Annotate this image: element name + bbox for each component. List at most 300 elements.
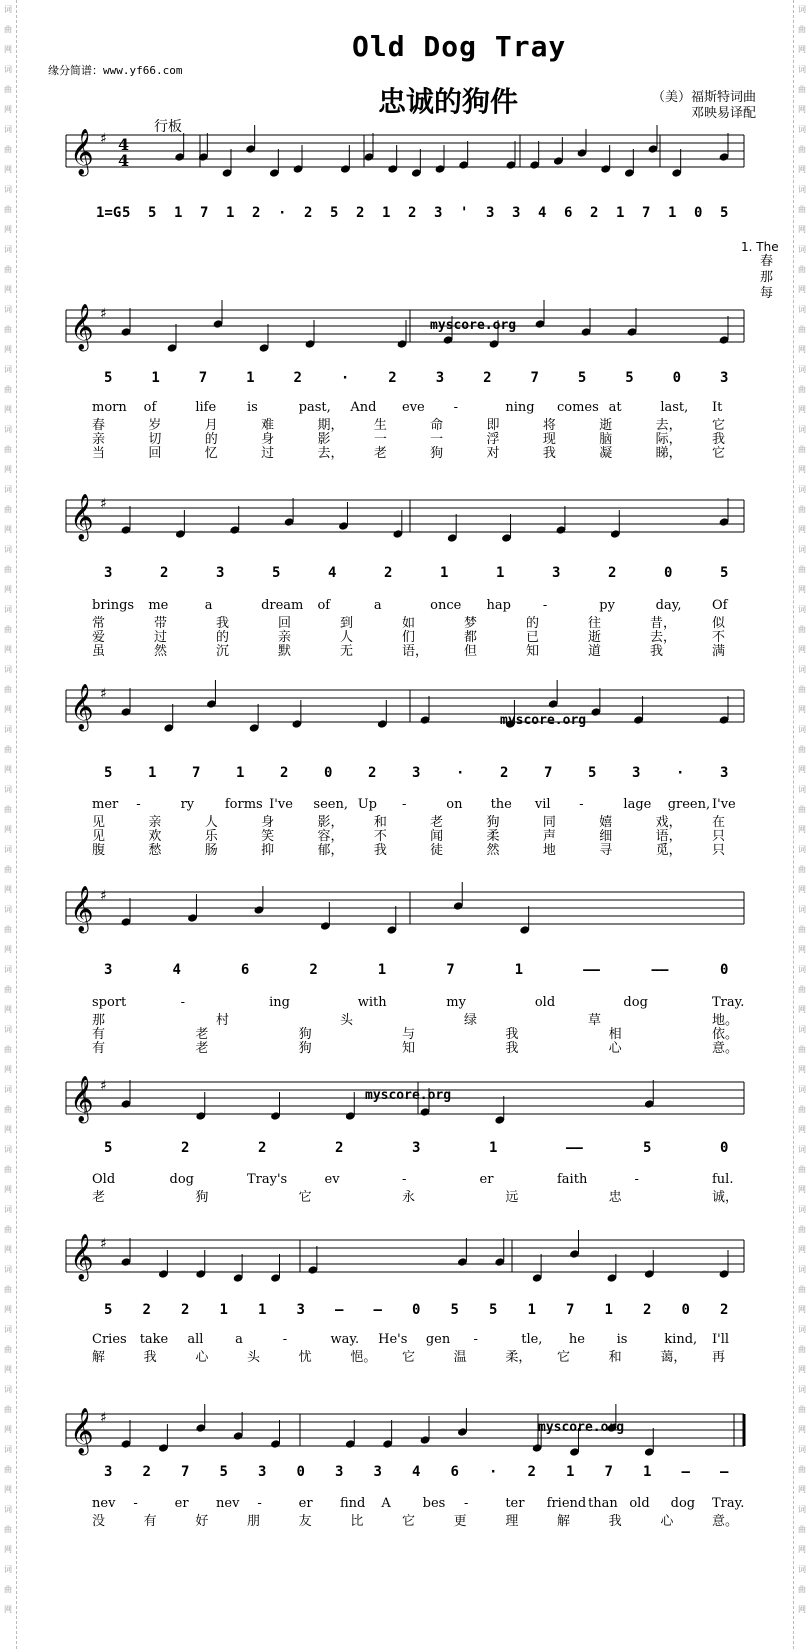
- margin-watermark-char: 网: [798, 1305, 806, 1314]
- lyric-word: ful.: [712, 1172, 734, 1187]
- jianpu-note: 2: [388, 370, 397, 386]
- margin-watermark-char: 词: [4, 5, 12, 14]
- margin-watermark-char: 曲: [798, 865, 806, 874]
- margin-watermark-char: 曲: [4, 85, 12, 94]
- margin-watermark-char: 曲: [4, 925, 12, 934]
- margin-watermark-char: 网: [798, 45, 806, 54]
- jianpu-note: 1: [382, 205, 391, 221]
- margin-watermark-char: 曲: [798, 445, 806, 454]
- lyric-word: -: [402, 1172, 407, 1187]
- lyric-word: forms: [224, 797, 263, 812]
- lyric-word: 柔: [486, 829, 500, 844]
- lyric-word: 影，: [317, 815, 344, 830]
- sharp-icon: ♯: [100, 131, 107, 147]
- margin-watermark-char: 曲: [4, 865, 12, 874]
- lyric-word: 去，: [317, 446, 344, 461]
- lyric-word: 狗: [298, 1027, 312, 1042]
- lyric-word: 远: [505, 1190, 519, 1205]
- margin-watermark-char: 词: [798, 545, 806, 554]
- treble-clef-icon: 𝄞: [70, 684, 94, 730]
- lyric-word: 它: [402, 1350, 416, 1365]
- lyric-word: 笑: [261, 829, 275, 844]
- margin-watermark-char: 词: [798, 905, 806, 914]
- lyric-word: 亲: [278, 630, 292, 645]
- lyric-word: 老: [430, 815, 444, 830]
- margin-watermark-char: 词: [798, 785, 806, 794]
- lyric-word: dream: [261, 598, 304, 613]
- margin-watermark-char: 词: [798, 485, 806, 494]
- lyric-word: 朋: [247, 1514, 261, 1529]
- jianpu-row: [0, 370, 810, 390]
- margin-watermark-char: 网: [798, 1185, 806, 1194]
- lyric-word: 对: [486, 446, 500, 461]
- sharp-icon: ♯: [100, 496, 107, 512]
- lyric-word: -: [542, 598, 548, 613]
- margin-watermark-char: 曲: [4, 985, 12, 994]
- margin-watermark-char: 网: [4, 465, 12, 474]
- jianpu-note: 5: [450, 1302, 459, 1318]
- lyric-word: 我: [712, 432, 726, 447]
- margin-watermark-char: 词: [798, 665, 806, 674]
- treble-clef-icon: 𝄞: [70, 494, 94, 540]
- verse-label: 1. The: [741, 240, 779, 254]
- margin-watermark-char: 词: [798, 1325, 806, 1334]
- lyric-word: 已: [526, 630, 540, 645]
- margin-watermark-char: 曲: [4, 505, 12, 514]
- lyric-word: Of: [712, 598, 728, 613]
- lyric-word: Tray.: [712, 995, 745, 1010]
- lyric-word: 然: [486, 843, 500, 858]
- jianpu-note: 2: [181, 1140, 190, 1156]
- jianpu-note: 4: [538, 205, 547, 221]
- margin-watermark-char: 词: [798, 1085, 806, 1094]
- lyric-word: 肠: [204, 843, 218, 858]
- lyric-word: a: [235, 1332, 243, 1347]
- lyric-word: 知: [526, 644, 540, 659]
- lyric-word: I've: [712, 797, 736, 812]
- lyric-word: 细: [599, 829, 613, 844]
- jianpu-note: 7: [544, 765, 553, 781]
- jianpu-note: 1: [514, 962, 524, 978]
- margin-watermark-char: 词: [798, 1025, 806, 1034]
- jianpu-note: 2: [500, 765, 509, 781]
- lyric-word: 梦: [464, 616, 478, 631]
- lyric-word: comes: [557, 400, 599, 415]
- jianpu-note: 1: [226, 205, 235, 221]
- treble-clef-icon: 𝄞: [70, 304, 94, 350]
- margin-watermark-char: 网: [798, 1005, 806, 1014]
- jianpu-row: [0, 1140, 810, 1160]
- lyric-word: 它: [557, 1350, 571, 1365]
- margin-watermark-char: 词: [798, 1265, 806, 1274]
- lyric-word: 回: [278, 616, 292, 631]
- lyric-word: 见: [92, 815, 106, 830]
- lyric-word: 一: [373, 432, 387, 447]
- lyric-word: 地。: [712, 1013, 739, 1028]
- lyric-word: 心: [660, 1514, 674, 1529]
- jianpu-note: ·: [278, 205, 287, 221]
- lyric-word: 有: [92, 1041, 106, 1056]
- margin-watermark-char: 词: [4, 485, 12, 494]
- margin-watermark-char: 曲: [798, 385, 806, 394]
- margin-watermark-char: 网: [4, 405, 12, 414]
- margin-watermark-char: 曲: [798, 1465, 806, 1474]
- lyric-word: 它: [402, 1514, 416, 1529]
- jianpu-row: [0, 565, 810, 585]
- lyric-word: 亲: [92, 432, 106, 447]
- jianpu-note: ·: [676, 765, 685, 781]
- lyric-word: -: [579, 797, 584, 812]
- lyric-word: lage: [623, 797, 652, 812]
- lyric-word: with: [357, 995, 387, 1010]
- margin-watermark-char: 词: [4, 365, 12, 374]
- margin-watermark-char: 曲: [4, 1585, 12, 1594]
- margin-watermark-char: 网: [798, 1365, 806, 1374]
- jianpu-note: 2: [293, 370, 302, 386]
- lyric-word: eve: [402, 400, 425, 415]
- treble-clef-icon: 𝄞: [70, 129, 94, 175]
- jianpu-note: 5: [219, 1464, 228, 1480]
- margin-watermark-char: 曲: [798, 565, 806, 574]
- margin-watermark-char: 词: [798, 725, 806, 734]
- lyric-word: 见: [92, 829, 106, 844]
- lyric-word: -: [464, 1496, 469, 1511]
- lyric-word: 满: [712, 644, 726, 659]
- lyric-word: take: [139, 1332, 169, 1347]
- lyric-word: 睇，: [655, 446, 682, 461]
- lyric-word: 头: [247, 1350, 261, 1365]
- margin-watermark-char: 词: [4, 665, 12, 674]
- margin-watermark-char: 网: [798, 1425, 806, 1434]
- lyric-word: me: [148, 598, 169, 613]
- sharp-icon: ♯: [100, 686, 107, 702]
- margin-watermark-char: 网: [4, 825, 12, 834]
- jianpu-note: 0: [681, 1302, 690, 1318]
- lyric-word: past,: [298, 400, 331, 415]
- jianpu-note: 1: [219, 1302, 228, 1318]
- margin-watermark-char: 词: [798, 305, 806, 314]
- jianpu-note: ·: [340, 370, 350, 386]
- lyric-word: -: [453, 400, 459, 415]
- lyric-word: old: [534, 995, 556, 1010]
- site-credit: 缘分简谱：www.yf66.com: [48, 64, 183, 77]
- margin-watermark-char: 曲: [4, 565, 12, 574]
- margin-watermark-char: 曲: [798, 1045, 806, 1054]
- margin-watermark-char: 曲: [4, 1105, 12, 1114]
- jianpu-note: 1=G: [96, 205, 122, 221]
- lyric-word: He's: [378, 1332, 408, 1347]
- jianpu-note: 7: [446, 962, 455, 978]
- lyric-word: at: [608, 400, 622, 415]
- margin-watermark-char: 曲: [798, 265, 806, 274]
- margin-watermark-char: 词: [4, 185, 12, 194]
- margin-watermark-char: 网: [798, 1605, 806, 1614]
- jianpu-note: 3: [104, 565, 113, 581]
- lyric-word: And: [350, 400, 377, 415]
- jianpu-note: 7: [200, 205, 209, 221]
- lyric-word: 意。: [712, 1041, 739, 1056]
- jianpu-note: 1: [236, 765, 245, 781]
- lyric-word: ning: [505, 400, 535, 415]
- watermark-text: myscore.org: [500, 713, 587, 728]
- lyric-word: 昔，: [650, 616, 677, 631]
- jianpu-note: 3: [412, 1140, 421, 1156]
- lyric-word: mer: [92, 797, 119, 812]
- lyric-word: 身: [261, 432, 275, 447]
- lyric-word: Cries: [92, 1332, 127, 1347]
- lyric-word: 村: [216, 1013, 230, 1028]
- jianpu-note: 7: [642, 205, 651, 221]
- margin-watermark-char: 曲: [4, 625, 12, 634]
- lyric-word: on: [446, 797, 463, 812]
- margin-watermark-char: 曲: [798, 1525, 806, 1534]
- margin-watermark-char: 词: [798, 1205, 806, 1214]
- watermark-text: myscore.org: [430, 318, 517, 333]
- lyric-word: 往: [588, 616, 602, 631]
- lyric-word: ev: [324, 1172, 340, 1187]
- lyric-word: 我: [216, 616, 230, 631]
- lyric-word: 意。: [712, 1514, 739, 1529]
- lyric-word: 与: [402, 1027, 416, 1042]
- margin-watermark-char: 词: [4, 305, 12, 314]
- jianpu-note: 2: [335, 1140, 344, 1156]
- jianpu-note: 5: [148, 205, 157, 221]
- lyric-word: 的: [216, 630, 230, 645]
- lyric-word: he: [568, 1332, 585, 1347]
- lyric-word: 如: [402, 616, 416, 631]
- lyric-word: -: [180, 995, 185, 1010]
- treble-clef-icon: 𝄞: [70, 1408, 94, 1454]
- lyric-word: 过: [261, 446, 275, 461]
- margin-watermark-char: 网: [4, 1305, 12, 1314]
- margin-watermark-char: 词: [4, 125, 12, 134]
- jianpu-note: 0: [296, 1464, 305, 1480]
- margin-watermark-char: 曲: [4, 1045, 12, 1054]
- jianpu-note: —: [335, 1302, 344, 1318]
- lyric-word: 切: [148, 432, 162, 447]
- sharp-icon: ♯: [100, 1236, 107, 1252]
- lyric-word: 老: [195, 1041, 209, 1056]
- margin-watermark-char: 网: [798, 765, 806, 774]
- lyric-word: 即: [486, 418, 500, 433]
- jianpu-note: 3: [720, 370, 729, 386]
- jianpu-note: 5: [330, 205, 339, 221]
- treble-clef-icon: 𝄞: [70, 1234, 94, 1280]
- margin-watermark-char: 网: [4, 225, 12, 234]
- jianpu-note: 0: [720, 1140, 729, 1156]
- lyric-word: green,: [667, 797, 711, 812]
- lyric-word: 它: [712, 446, 726, 461]
- margin-watermark-char: 曲: [4, 25, 12, 34]
- lyric-word: I'll: [712, 1332, 730, 1347]
- jianpu-note: 1: [151, 370, 160, 386]
- margin-watermark-char: 网: [4, 945, 12, 954]
- watermark-text: myscore.org: [365, 1088, 452, 1103]
- lyric-word: 我: [505, 1041, 519, 1056]
- margin-watermark-char: 曲: [4, 145, 12, 154]
- lyric-word: 容，: [317, 829, 344, 844]
- jianpu-note: 1: [440, 565, 449, 581]
- lyric-word: tle,: [521, 1332, 543, 1347]
- lyric-word: 际，: [655, 432, 682, 447]
- jianpu-row: [0, 962, 810, 982]
- lyric-word: of: [143, 400, 157, 415]
- lyric-word: is: [616, 1332, 628, 1347]
- lyric-word: 戏，: [655, 815, 682, 830]
- jianpu-note: 2: [590, 205, 599, 221]
- jianpu-note: 1: [566, 1464, 575, 1480]
- lyric-row-chinese: [0, 839, 810, 858]
- margin-watermark-char: 词: [798, 1505, 806, 1514]
- lyric-word: Up: [357, 797, 377, 812]
- margin-watermark-char: 曲: [798, 745, 806, 754]
- margin-watermark-char: 曲: [798, 805, 806, 814]
- margin-watermark-char: 曲: [798, 625, 806, 634]
- margin-watermark-char: 曲: [798, 1225, 806, 1234]
- lyric-word: -: [634, 1172, 639, 1187]
- jianpu-note: 2: [483, 370, 492, 386]
- lyric-word: 依。: [712, 1027, 739, 1042]
- lyric-word: 的: [204, 432, 218, 447]
- jianpu-note: 5: [272, 565, 281, 581]
- jianpu-row: [0, 205, 810, 225]
- composer-credit: （美）福斯特词曲: [652, 90, 757, 105]
- margin-watermark-char: 网: [4, 705, 12, 714]
- jianpu-note: 2: [527, 1464, 536, 1480]
- sharp-icon: ♯: [100, 1410, 107, 1426]
- jianpu-note: 2: [384, 565, 393, 581]
- lyric-word: Old: [92, 1172, 116, 1187]
- lyric-word: 去，: [650, 630, 677, 645]
- margin-watermark-char: 网: [4, 285, 12, 294]
- margin-watermark-char: 网: [798, 945, 806, 954]
- lyric-word: 好: [195, 1514, 209, 1529]
- jianpu-note: 1: [643, 1464, 652, 1480]
- margin-watermark-char: 网: [4, 585, 12, 594]
- jianpu-note: 6: [450, 1464, 459, 1480]
- lyric-word: 我: [505, 1027, 519, 1042]
- lyric-word: 人: [340, 630, 354, 645]
- lyric-word: 当: [92, 446, 106, 461]
- margin-watermark-char: 词: [798, 1565, 806, 1574]
- jianpu-note: 3: [412, 765, 421, 781]
- lyric-word: 亲: [148, 815, 162, 830]
- jianpu-note: 7: [604, 1464, 613, 1480]
- jianpu-note: 5: [104, 765, 113, 781]
- margin-watermark-char: 词: [798, 605, 806, 614]
- jianpu-note: ——: [583, 962, 600, 978]
- margin-watermark-char: 词: [4, 545, 12, 554]
- jianpu-note: 5: [720, 565, 729, 581]
- margin-watermark-char: 网: [4, 645, 12, 654]
- lyric-word: 虽: [92, 644, 106, 659]
- margin-watermark-char: 词: [798, 1385, 806, 1394]
- jianpu-row: [0, 765, 810, 785]
- margin-watermark-char: 网: [798, 885, 806, 894]
- jianpu-note: 2: [280, 765, 289, 781]
- jianpu-note: 1: [174, 205, 183, 221]
- lyric-word: of: [317, 598, 331, 613]
- margin-watermark-char: 曲: [798, 1285, 806, 1294]
- lyric-word: once: [430, 598, 462, 613]
- tempo-marking: 行板: [154, 119, 182, 135]
- lyric-word: 然: [154, 644, 168, 659]
- margin-watermark-char: 词: [4, 605, 12, 614]
- margin-watermark-char: 曲: [4, 1285, 12, 1294]
- margin-watermark-char: 曲: [798, 205, 806, 214]
- time-signature-top: 4: [118, 135, 130, 154]
- jianpu-note: 3: [258, 1464, 267, 1480]
- margin-watermark-char: 曲: [4, 805, 12, 814]
- margin-watermark-char: 词: [4, 1205, 12, 1214]
- lyric-word: 默: [278, 644, 292, 659]
- lyric-word: nev: [216, 1496, 240, 1511]
- jianpu-note: 1: [616, 205, 625, 221]
- lyric-word: 温: [453, 1350, 467, 1365]
- jianpu-note: 0: [720, 962, 729, 978]
- lyric-word: last,: [660, 400, 689, 415]
- lyric-word: seen,: [313, 797, 348, 812]
- lyric-word: 蔼，: [660, 1350, 687, 1365]
- lyric-word: sport: [92, 995, 127, 1010]
- lyric-word: 和: [608, 1350, 622, 1365]
- sharp-icon: ♯: [100, 888, 107, 904]
- lyric-word: 乐: [204, 829, 218, 844]
- lyric-word: Tray.: [712, 1496, 745, 1511]
- jianpu-note: ·: [456, 765, 465, 781]
- margin-watermark-char: 曲: [4, 1345, 12, 1354]
- margin-watermark-char: 词: [798, 1145, 806, 1154]
- margin-watermark-char: 词: [798, 425, 806, 434]
- lyric-word: -: [402, 797, 407, 812]
- margin-watermark-char: 词: [798, 965, 806, 974]
- lyric-word: ry: [180, 797, 195, 812]
- jianpu-note: 0: [324, 765, 333, 781]
- lyric-word: all: [187, 1332, 204, 1347]
- time-signature-bottom: 4: [118, 151, 130, 170]
- margin-watermark-char: 网: [4, 1605, 12, 1614]
- margin-watermark-char: 网: [4, 525, 12, 534]
- margin-watermark-char: 词: [798, 185, 806, 194]
- jianpu-note: 4: [172, 962, 181, 978]
- jianpu-note: 3: [512, 205, 521, 221]
- jianpu-note: 7: [181, 1464, 190, 1480]
- margin-watermark-char: 词: [798, 125, 806, 134]
- treble-clef-icon: 𝄞: [70, 1076, 94, 1122]
- lyric-word: day,: [655, 598, 682, 613]
- margin-watermark-char: 网: [798, 1125, 806, 1134]
- margin-watermark-char: 词: [4, 1325, 12, 1334]
- lyric-word: 狗: [298, 1041, 312, 1056]
- jianpu-note: ': [460, 205, 469, 221]
- lyric-word: 老: [373, 446, 387, 461]
- lyric-word: the: [490, 797, 512, 812]
- lyric-word: a: [204, 598, 213, 613]
- lyric-word: 忠: [608, 1190, 622, 1205]
- lyric-word: er: [479, 1172, 494, 1187]
- margin-watermark-char: 网: [798, 105, 806, 114]
- lyric-word: -: [473, 1332, 478, 1347]
- margin-watermark-char: 网: [798, 225, 806, 234]
- lyric-word: 老: [92, 1190, 106, 1205]
- margin-watermark-char: 网: [798, 1065, 806, 1074]
- lyric-word: 欢: [148, 829, 162, 844]
- margin-watermark-char: 网: [4, 885, 12, 894]
- jianpu-note: 2: [368, 765, 377, 781]
- lyric-word: 不: [373, 829, 387, 844]
- jianpu-note: 1: [148, 765, 157, 781]
- lyric-word: 草: [588, 1013, 602, 1028]
